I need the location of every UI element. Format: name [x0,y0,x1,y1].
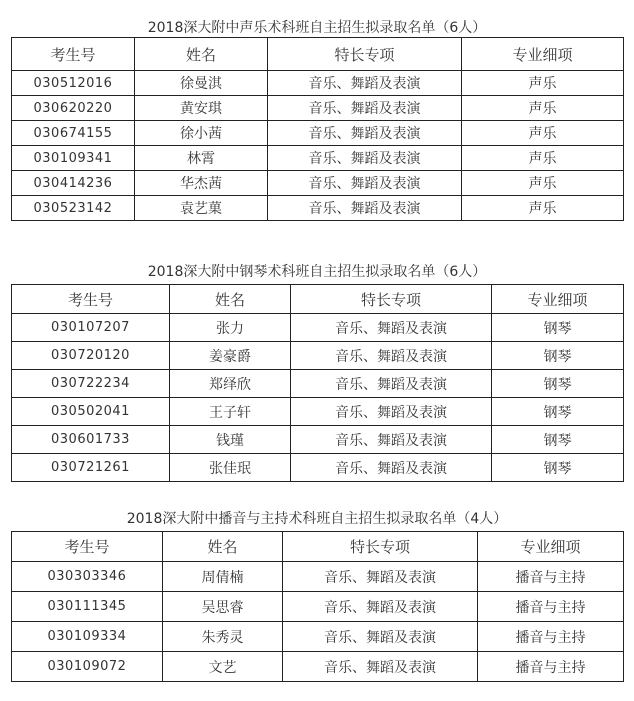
cell-major-detail: 播音与主持 [478,652,624,682]
header-row [12,285,624,314]
table-row [12,398,624,426]
cell-specialty: 音乐、舞蹈及表演 [268,71,462,96]
table-row [12,426,624,454]
cell-candidate-id: 030109341 [12,146,135,171]
cell-name: 姜豪爵 [170,342,291,370]
cell-name: 吴思睿 [163,592,283,622]
table-row [12,96,624,121]
cell-major-detail: 声乐 [462,146,624,171]
table-row [12,314,624,342]
cell-specialty: 音乐、舞蹈及表演 [283,652,478,682]
table-row [12,171,624,196]
cell-name: 郑绎欣 [170,370,291,398]
table-row [12,622,624,652]
table-title-vocal: 2018深大附中声乐术科班自主招生拟录取名单（6人） [147,20,487,36]
cell-candidate-id: 030109334 [12,622,163,652]
cell-major-detail: 钢琴 [492,426,624,454]
cell-name: 华杰茜 [135,171,268,196]
cell-name: 文艺 [163,652,283,682]
cell-candidate-id: 030109072 [12,652,163,682]
cell-name: 王子轩 [170,398,291,426]
cell-specialty: 音乐、舞蹈及表演 [268,196,462,221]
cell-major-detail: 钢琴 [492,370,624,398]
cell-specialty: 音乐、舞蹈及表演 [291,398,492,426]
cell-specialty: 音乐、舞蹈及表演 [291,426,492,454]
cell-major-detail: 声乐 [462,96,624,121]
vocal-admission-table [11,37,624,221]
cell-candidate-id: 030502041 [12,398,170,426]
cell-specialty: 音乐、舞蹈及表演 [268,146,462,171]
cell-specialty: 音乐、舞蹈及表演 [268,121,462,146]
cell-name: 袁艺菓 [135,196,268,221]
cell-specialty: 音乐、舞蹈及表演 [291,342,492,370]
cell-candidate-id: 030111345 [12,592,163,622]
table-row [12,454,624,482]
table-row [12,652,624,682]
cell-major-detail: 播音与主持 [478,562,624,592]
cell-name: 徐小茜 [135,121,268,146]
cell-specialty: 音乐、舞蹈及表演 [283,562,478,592]
cell-specialty: 音乐、舞蹈及表演 [268,96,462,121]
header-candidate-id: 考生号 [12,38,135,71]
table-row [12,562,624,592]
piano-admission-table [11,284,624,482]
cell-specialty: 音乐、舞蹈及表演 [291,370,492,398]
header-name: 姓名 [135,38,268,71]
cell-candidate-id: 030303346 [12,562,163,592]
cell-major-detail: 播音与主持 [478,622,624,652]
cell-candidate-id: 030721261 [12,454,170,482]
cell-major-detail: 钢琴 [492,342,624,370]
header-major-detail: 专业细项 [492,285,624,314]
cell-name: 钱瑾 [170,426,291,454]
cell-candidate-id: 030523142 [12,196,135,221]
table-row [12,370,624,398]
cell-name: 张力 [170,314,291,342]
cell-specialty: 音乐、舞蹈及表演 [283,592,478,622]
header-name: 姓名 [170,285,291,314]
cell-name: 张佳珉 [170,454,291,482]
cell-major-detail: 声乐 [462,121,624,146]
table-row [12,342,624,370]
cell-major-detail: 钢琴 [492,314,624,342]
cell-candidate-id: 030720120 [12,342,170,370]
header-name: 姓名 [163,532,283,562]
table-row [12,121,624,146]
cell-major-detail: 声乐 [462,171,624,196]
cell-major-detail: 声乐 [462,71,624,96]
cell-specialty: 音乐、舞蹈及表演 [283,622,478,652]
cell-name: 周倩楠 [163,562,283,592]
header-specialty: 特长专项 [291,285,492,314]
cell-candidate-id: 030107207 [12,314,170,342]
cell-major-detail: 播音与主持 [478,592,624,622]
cell-major-detail: 钢琴 [492,454,624,482]
cell-candidate-id: 030620220 [12,96,135,121]
cell-major-detail: 钢琴 [492,398,624,426]
header-row [12,532,624,562]
header-candidate-id: 考生号 [12,285,170,314]
cell-name: 林霄 [135,146,268,171]
table-row [12,71,624,96]
cell-major-detail: 声乐 [462,196,624,221]
header-major-detail: 专业细项 [478,532,624,562]
cell-candidate-id: 030674155 [12,121,135,146]
cell-candidate-id: 030601733 [12,426,170,454]
cell-specialty: 音乐、舞蹈及表演 [291,454,492,482]
cell-name: 朱秀灵 [163,622,283,652]
table-title-piano: 2018深大附中钢琴术科班自主招生拟录取名单（6人） [147,264,487,280]
table-row [12,592,624,622]
cell-candidate-id: 030414236 [12,171,135,196]
cell-specialty: 音乐、舞蹈及表演 [268,171,462,196]
cell-candidate-id: 030512016 [12,71,135,96]
table-title-broadcasting: 2018深大附中播音与主持术科班自主招生拟录取名单（4人） [126,511,508,527]
broadcasting-admission-table [11,531,624,682]
table-row [12,196,624,221]
header-row [12,38,624,71]
header-major-detail: 专业细项 [462,38,624,71]
header-candidate-id: 考生号 [12,532,163,562]
header-specialty: 特长专项 [283,532,478,562]
cell-name: 徐曼淇 [135,71,268,96]
cell-name: 黄安琪 [135,96,268,121]
table-row [12,146,624,171]
cell-candidate-id: 030722234 [12,370,170,398]
header-specialty: 特长专项 [268,38,462,71]
cell-specialty: 音乐、舞蹈及表演 [291,314,492,342]
